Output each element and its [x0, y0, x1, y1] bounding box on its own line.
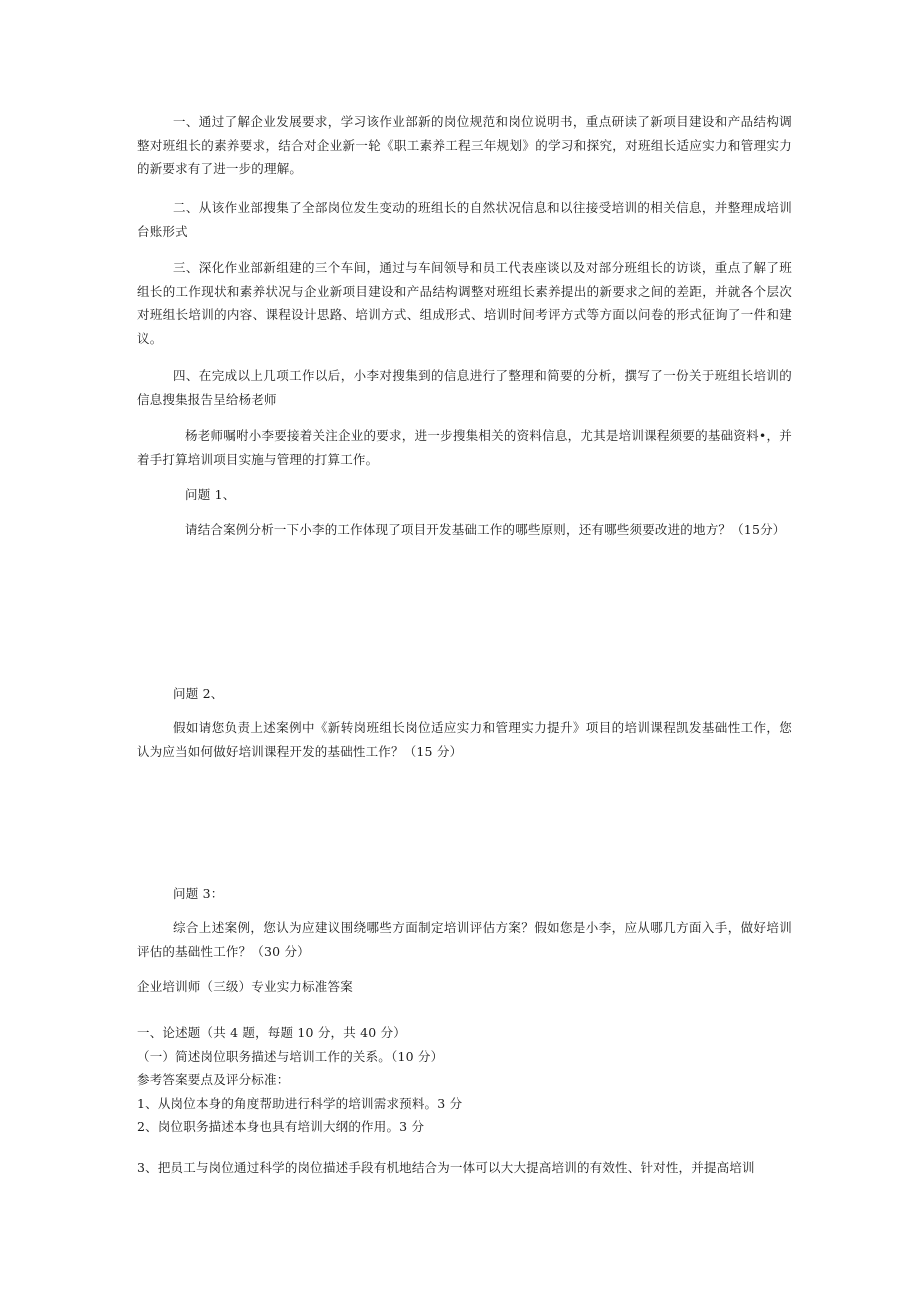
question-1-title: 问题 1、 [185, 487, 236, 502]
answer-item-3 [137, 1156, 792, 1180]
question-2-text: 假如请您负责上述案例中《新转岗班组长岗位适应实力和管理实力提升》项目的培训课程凯发基础性工作，您认为应当如何做好培训课程开发的基础性工作？（15 分） [137, 720, 792, 759]
answer-heading: 企业培训师（三级）专业实力标准答案 [137, 979, 353, 994]
answer-item-3-text: 3、把员工与岗位通过科学的岗位描述手段有机地结合为一体可以大大提高培训的有效性、针对性，并提高培训 [137, 1160, 755, 1175]
question-2-title: 问题 2、 [173, 686, 224, 701]
answer-subquestion: （一）简述岗位职务描述与培训工作的关系。（10 分） [137, 1048, 444, 1064]
paragraph-4: 四、在完成以上几项工作以后，小李对搜集到的信息进行了整理和简要的分析，撰写了一份关于班组长培训的信息搜集报告呈给杨老师 [137, 368, 792, 407]
answer-reference-label: 参考答案要点及评分标准： [137, 1072, 290, 1087]
question-3-text: 综合上述案例，您认为应建议围绕哪些方面制定培训评估方案？假如您是小李，应从哪几方面入手，做好培训评估的基础性工作？（30 分） [137, 920, 792, 959]
answer-item-1: 1、从岗位本身的角度帮助进行科学的培训需求预料。3 分 [137, 1095, 463, 1111]
question-1-text: 请结合案例分析一下小李的工作体现了项目开发基础工作的哪些原则，还有哪些须要改进的地方？（15分） [185, 522, 786, 537]
paragraph-2: 二、从该作业部搜集了全部岗位发生变动的班组长的自然状况信息和以往接受培训的相关信息，并整理成培训台账形式 [137, 200, 792, 239]
answer-section-title: 一、论述题（共 4 题，每题 10 分，共 40 分） [137, 1025, 407, 1040]
answer-list [137, 1021, 792, 1139]
paragraph-3: 三、深化作业部新组建的三个车间，通过与车间领导和员工代表座谈以及对部分班组长的访谈，重点了解了班组长的工作现状和素养状况与企业新项目建设和产品结构调整对班组长素养提出的新要求之间的差距，并就各个层次对班组长培训的内容、课程设计思路、培训方式、组成形式、培训时间考评方式等方面以问卷的形式征询了一件和建议。 [137, 260, 792, 346]
question-3-title: 问题 3： [173, 886, 224, 901]
paragraph-5: 杨老师嘱咐小李要接着关注企业的要求，进一步搜集相关的资料信息，尤其是培训课程须要的基础资料•，并着手打算培训项目实施与管理的打算工作。 [137, 428, 792, 467]
paragraph-1: 一、通过了解企业发展要求，学习该作业部新的岗位规范和岗位说明书，重点研读了新项目建设和产品结构调整对班组长的素养要求，结合对企业新一轮《职工素养工程三年规划》的学习和探究，对班组长适应实力和管理实力的新要求有了进一步的理解。 [137, 114, 792, 176]
answer-item-2: 2、岗位职务描述本身也具有培训大纲的作用。3 分 [137, 1119, 425, 1134]
